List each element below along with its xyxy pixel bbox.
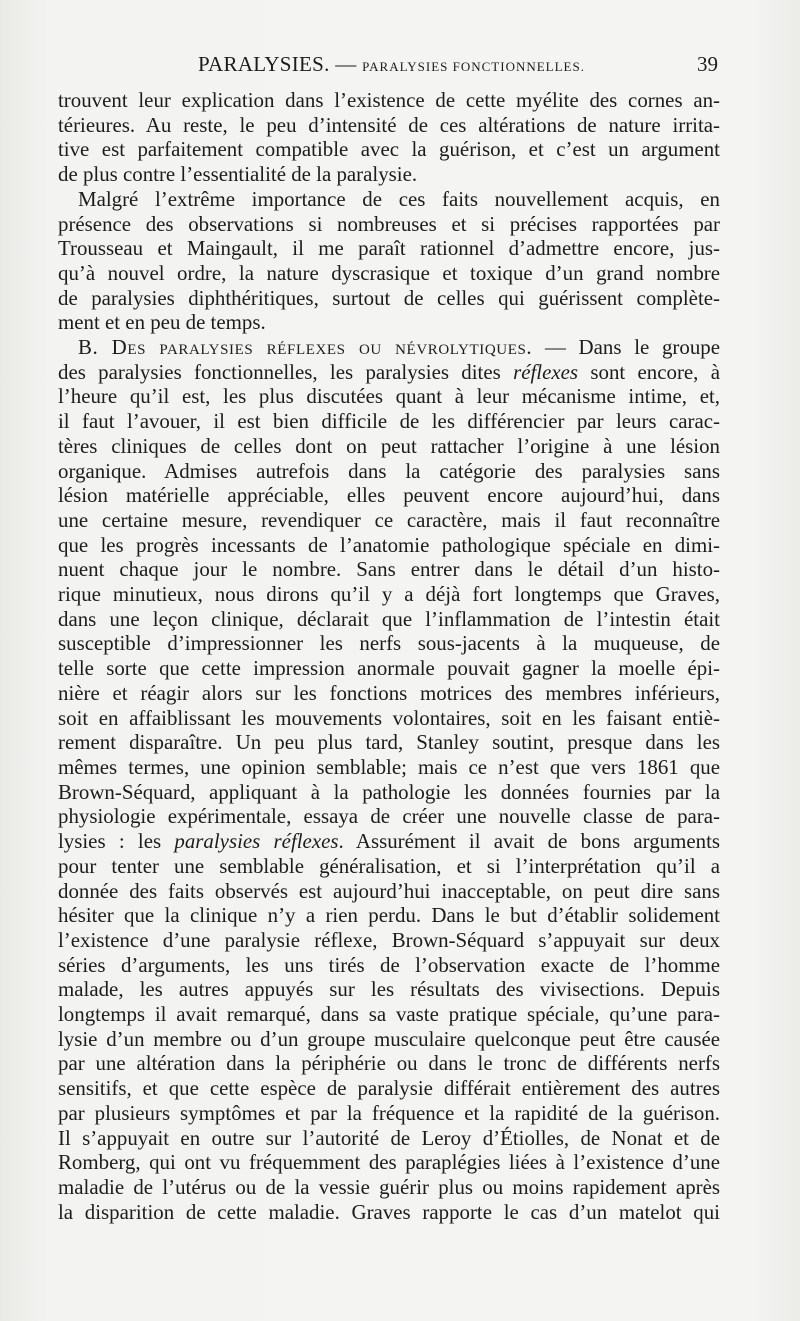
text-line: mêmes termes, une opinion semblable; mais ce n’est que vers 1861 que — [58, 754, 720, 779]
heading-continuation: — Dans le groupe — [532, 335, 720, 360]
text-line: malade, les autres appuyés sur les résultats des vivisections. Depuis — [58, 977, 720, 1002]
text-line: l’existence d’une paralysie réflexe, Brown-Séquard s’appuyait sur deux — [58, 927, 720, 952]
text-line: nière et réagir alors sur les fonctions motrices des membres inférieurs, — [58, 680, 720, 705]
running-header — [58, 52, 718, 84]
text-line: Brown-Séquard, appliquant à la pathologie les données fournies par la — [58, 779, 720, 804]
text-line: la disparition de cette maladie. Graves rapporte le cas d’un matelot qui — [58, 1199, 720, 1224]
text-line: telle sorte que cette impression anormale pouvait gagner la moelle épi- — [58, 656, 720, 681]
text-line: maladie de l’utérus ou de la vessie guérir plus ou moins rapidement après — [58, 1174, 720, 1199]
text-line: soit en affaiblissant les mouvements volontaires, soit en les faisant entiè- — [58, 705, 720, 730]
text-line: Malgré l’extrême importance de ces faits nouvellement acquis, en — [78, 186, 720, 211]
text-line: l’heure qu’il est, les plus discutées quant à leur mécanisme intime, et, — [58, 384, 720, 409]
text-segment: des paralysies fonctionnelles, les paralysies dites — [58, 359, 514, 384]
text-line: que les progrès incessants de l’anatomie pathologique spéciale en dimi- — [58, 532, 720, 557]
text-line: tères cliniques de celles dont on peut rattacher l’origine à une lésion — [58, 433, 720, 458]
text-line: physiologie expérimentale, essaya de créer une nouvelle classe de para- — [58, 804, 720, 829]
text-line: Romberg, qui ont vu fréquemment des paraplégies liées à l’existence d’une — [58, 1150, 720, 1175]
text-line: lysie d’un membre ou d’un groupe musculaire quelconque peut être causée — [58, 1026, 720, 1051]
text-segment: . Assurément il avait de bons arguments — [338, 829, 721, 854]
text-line: pour tenter une semblable généralisation, et si l’interprétation qu’il a — [58, 853, 720, 878]
page-body — [58, 88, 720, 1224]
text-segment: sont encore, à — [578, 359, 720, 384]
text-line: térieures. Au reste, le peu d’intensité de ces altérations de nature irrita- — [58, 112, 720, 137]
text-line: par plusieurs symptômes et par la fréquence et la rapidité de la guérison. — [58, 1100, 720, 1125]
text-line: lésion matérielle appréciable, elles peuvent encore aujourd’hui, dans — [58, 483, 720, 508]
text-line — [58, 829, 720, 854]
page-number: 39 — [697, 52, 718, 76]
text-line: trouvent leur explication dans l’existence de cette myélite des cornes an- — [58, 88, 720, 112]
paragraph-1 — [58, 88, 720, 187]
text-line: sensitifs, et que cette espèce de paralysie différait entièrement des autres — [58, 1076, 720, 1101]
italic-term: réflexes — [513, 359, 579, 384]
text-line — [58, 360, 720, 385]
text-line — [58, 335, 720, 360]
text-line: qu’à nouvel ordre, la nature dyscrasique et toxique d’un grand nombre — [58, 260, 720, 285]
text-line: tive est parfaitement compatible avec la guérison, et c’est un argument — [58, 137, 720, 162]
text-line: par une altération dans la périphérie ou dans le tronc de différents nerfs — [58, 1051, 720, 1076]
paragraph-3 — [58, 335, 720, 1224]
running-title — [198, 52, 585, 77]
text-line: organique. Admises autrefois dans la catégorie des paralysies sans — [58, 458, 720, 483]
text-line: une certaine mesure, revendiquer ce caractère, mais il faut reconnaître — [58, 507, 720, 532]
text-line: susceptible d’impressionner les nerfs sous-jacents à la muqueuse, de — [58, 631, 720, 656]
running-title-sub: PARALYSIES FONCTIONNELLES. — [362, 59, 585, 74]
text-line: rique minutieux, nous dirons qu’il y a déjà fort longtemps que Graves, — [58, 582, 720, 607]
text-line: de paralysies diphthéritiques, surtout de celles qui guérissent complète- — [58, 285, 720, 310]
text-line: longtemps il avait remarqué, dans sa vaste pratique spéciale, qu’une para- — [58, 1002, 720, 1027]
running-title-main: PARALYSIES. — — [198, 52, 363, 76]
text-line: nuent chaque jour le nombre. Sans entrer dans le détail d’un histo- — [58, 557, 720, 582]
paragraph-2 — [58, 187, 720, 335]
text-line: hésiter que la clinique n’y a rien perdu. Dans le but d’établir solidement — [58, 903, 720, 928]
text-line: dans une leçon clinique, déclarait que l’inflammation de l’intestin était — [58, 606, 720, 631]
text-line: Il s’appuyait en outre sur l’autorité de Leroy d’Étiolles, de Nonat et de — [58, 1125, 720, 1150]
section-heading: B. Des paralysies réflexes ou névrolytiques. — [78, 335, 533, 360]
text-line: donnée des faits observés est aujourd’hui inacceptable, on peut dire sans — [58, 878, 720, 903]
text-line: rement disparaître. Un peu plus tard, Stanley soutint, presque dans les — [58, 730, 720, 755]
text-line: ment et en peu de temps. — [58, 310, 266, 335]
text-segment: lysies : les — [58, 829, 175, 854]
text-line: de plus contre l’essentialité de la paralysie. — [58, 162, 418, 187]
text-line: Trousseau et Maingault, il me paraît rationnel d’admettre encore, jus- — [58, 236, 720, 261]
text-line: il faut l’avouer, il est bien difficile de les différencier par leurs carac- — [58, 409, 720, 434]
text-line: présence des observations si nombreuses et si précises rapportées par — [58, 211, 720, 236]
text-line: séries d’arguments, les uns tirés de l’observation exacte de l’homme — [58, 952, 720, 977]
italic-term: paralysies réflexes — [174, 829, 339, 854]
